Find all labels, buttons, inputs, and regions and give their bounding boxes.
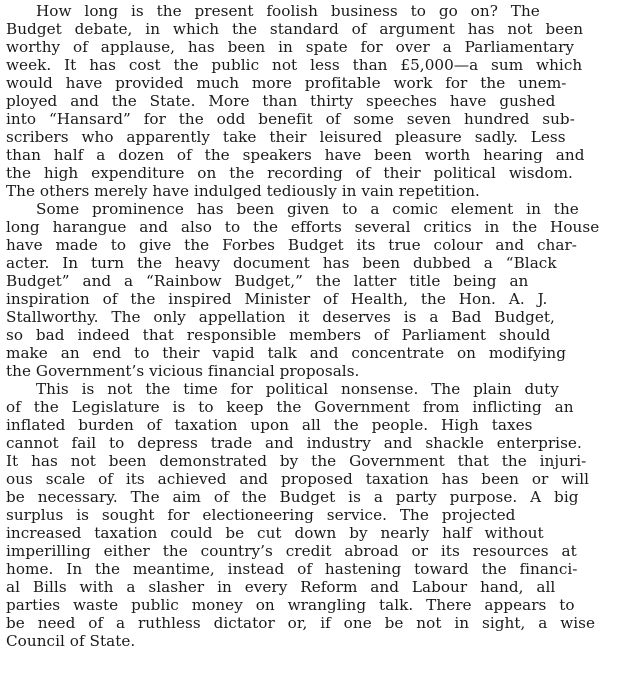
text-line: make an end to their vapid talk and concentrate on modifying — [6, 344, 567, 362]
text-line: surplus is sought for electioneering service. The projected — [6, 506, 516, 524]
text-line: worthy of applause, has been in spate for over a Parliamentary — [6, 38, 575, 56]
paragraph-2 — [6, 200, 620, 380]
paragraph-3 — [6, 380, 620, 650]
text-line: It has not been demonstrated by the Government that the injuri- — [6, 452, 587, 470]
article-body — [6, 2, 620, 650]
text-line: be need of a ruthless dictator or, if one be not in sight, a wise — [6, 614, 596, 632]
text-line: acter. In turn the heavy document has been dubbed a “Black — [6, 254, 557, 272]
text-line: ployed and the State. More than thirty speeches have gushed — [6, 92, 556, 110]
text-line: cannot fail to depress trade and industry and shackle enterprise. — [6, 434, 582, 452]
text-line: Council of State. — [6, 632, 136, 650]
text-line: Budget debate, in which the standard of argument has not been — [6, 20, 584, 38]
paragraph-1 — [6, 2, 620, 200]
text-line: al Bills with a slasher in every Reform and Labour hand, all — [6, 578, 556, 596]
text-line: Some prominence has been given to a comic element in the — [36, 200, 579, 218]
text-line: than half a dozen of the speakers have been worth hearing and — [6, 146, 585, 164]
text-line: week. It has cost the public not less than £5,000—a sum which — [6, 56, 583, 74]
text-line: have made to give the Forbes Budget its true colour and char- — [6, 236, 577, 254]
text-line: so bad indeed that responsible members of Parliament should — [6, 326, 551, 344]
text-line: scribers who apparently take their leisured pleasure sadly. Less — [6, 128, 566, 146]
text-line: the high expenditure on the recording of their political wisdom. — [6, 164, 573, 182]
text-line: the Government’s vicious financial proposals. — [6, 362, 360, 380]
text-line: home. In the meantime, instead of hastening toward the financi- — [6, 560, 578, 578]
text-line: would have provided much more profitable work for the unem- — [6, 74, 567, 92]
text-line: inspiration of the inspired Minister of Health, the Hon. A. J. — [6, 290, 548, 308]
text-line: This is not the time for political nonsense. The plain duty — [36, 380, 559, 398]
text-line: inflated burden of taxation upon all the people. High taxes — [6, 416, 533, 434]
text-line: into “Hansard” for the odd benefit of some seven hundred sub- — [6, 110, 575, 128]
text-line: be necessary. The aim of the Budget is a party purpose. A big — [6, 488, 579, 506]
text-line: long harangue and also to the efforts several critics in the House — [6, 218, 600, 236]
text-line: increased taxation could be cut down by nearly half without — [6, 524, 544, 542]
text-line: The others merely have indulged tediously in vain repetition. — [6, 182, 480, 200]
text-line: ous scale of its achieved and proposed taxation has been or will — [6, 470, 590, 488]
text-line: of the Legislature is to keep the Government from inflicting an — [6, 398, 574, 416]
text-line: imperilling either the country’s credit abroad or its resources at — [6, 542, 577, 560]
text-line: Budget” and a “Rainbow Budget,” the latter title being an — [6, 272, 529, 290]
text-line: parties waste public money on wrangling talk. There appears to — [6, 596, 575, 614]
text-line: How long is the present foolish business to go on? The — [36, 2, 540, 20]
text-line: Stallworthy. The only appellation it deserves is a Bad Budget, — [6, 308, 555, 326]
